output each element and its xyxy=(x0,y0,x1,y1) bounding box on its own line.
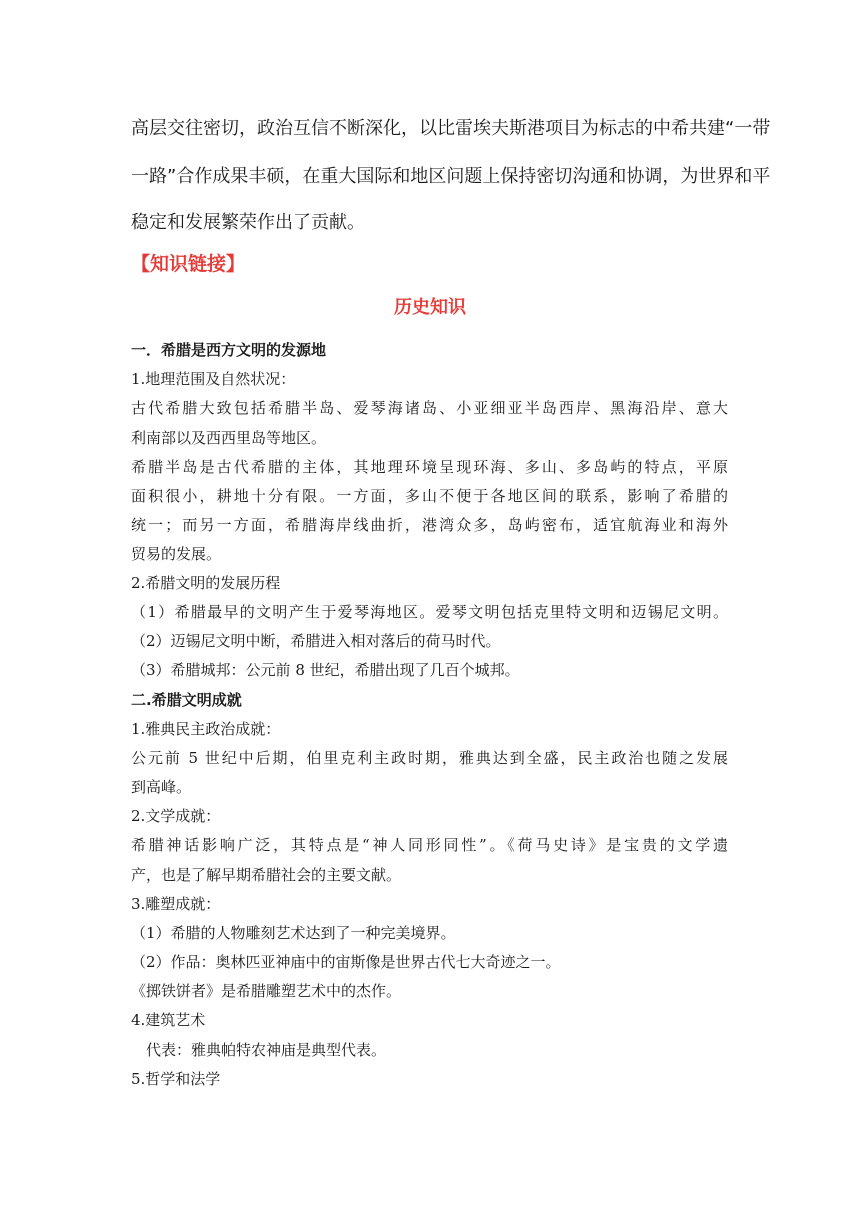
subheading: 1.地理范围及自然状况： xyxy=(131,370,296,388)
subheading: 2.文学成就： xyxy=(131,807,221,825)
heading-achievements: 二.希腊文明成就 xyxy=(131,691,242,709)
paragraph-line: 《掷铁饼者》是希腊雕塑艺术中的杰作。 xyxy=(131,982,402,1000)
list-item: （1）希腊的人物雕刻艺术达到了一种完美境界。 xyxy=(131,924,456,942)
paragraph-line: 统一；而另一方面，希腊海岸线曲折，港湾众多，岛屿密布，适宜航海业和海外 xyxy=(131,516,728,534)
paragraph-line: 利南部以及西西里岛等地区。 xyxy=(131,429,327,447)
paragraph-line: 到高峰。 xyxy=(131,778,192,796)
list-item: （2）迈锡尼文明中断，希腊进入相对落后的荷马时代。 xyxy=(131,632,501,650)
section-title-text: 历史知识 xyxy=(394,297,466,318)
subheading: 2.希腊文明的发展历程 xyxy=(131,574,281,592)
list-item: （2）作品：奥林匹亚神庙中的宙斯像是世界古代七大奇迹之一。 xyxy=(131,953,561,971)
list-item: （1）希腊最早的文明产生于爱琴海地区。爱琴文明包括克里特文明和迈锡尼文明。 xyxy=(131,603,728,621)
intro-line: 稳定和发展繁荣作出了贡献。 xyxy=(131,212,365,233)
intro-line: 一路”合作成果丰硕，在重大国际和地区问题上保持密切沟通和协调，为世界和平 xyxy=(131,166,771,187)
subheading: 1.雅典民主政治成就： xyxy=(131,720,281,738)
paragraph-line: 希腊半岛是古代希腊的主体，其地理环境呈现环海、多山、多岛屿的特点，平原 xyxy=(131,458,728,476)
paragraph-line: 公元前 5 世纪中后期，伯里克利主政时期，雅典达到全盛，民主政治也随之发展 xyxy=(131,749,728,767)
heading-origin: 一．希腊是西方文明的发源地 xyxy=(131,341,327,359)
paragraph-line: 面积很小，耕地十分有限。一方面，多山不便于各地区间的联系，影响了希腊的 xyxy=(131,487,728,505)
list-item: （3）希腊城邦：公元前 8 世纪，希腊出现了几百个城邦。 xyxy=(131,661,520,679)
intro-line: 高层交往密切，政治互信不断深化，以比雷埃夫斯港项目为标志的中希共建“一带 xyxy=(131,118,771,139)
paragraph-line: 贸易的发展。 xyxy=(131,545,222,563)
subheading: 4.建筑艺术 xyxy=(131,1011,206,1029)
subheading: 3.雕塑成就： xyxy=(131,895,221,913)
paragraph-line: 代表：雅典帕特农神庙是典型代表。 xyxy=(146,1041,387,1059)
paragraph-line: 古代希腊大致包括希腊半岛、爱琴海诸岛、小亚细亚半岛西岸、黑海沿岸、意大 xyxy=(131,399,728,417)
subheading: 5.哲学和法学 xyxy=(131,1070,221,1088)
paragraph-line: 产，也是了解早期希腊社会的主要文献。 xyxy=(131,866,402,884)
paragraph-line: 希腊神话影响广泛，其特点是“神人同形同性”。《荷马史诗》是宝贵的文学遗 xyxy=(131,836,728,854)
section-title xyxy=(0,296,860,320)
knowledge-link-heading: 【知识链接】 xyxy=(131,253,246,275)
